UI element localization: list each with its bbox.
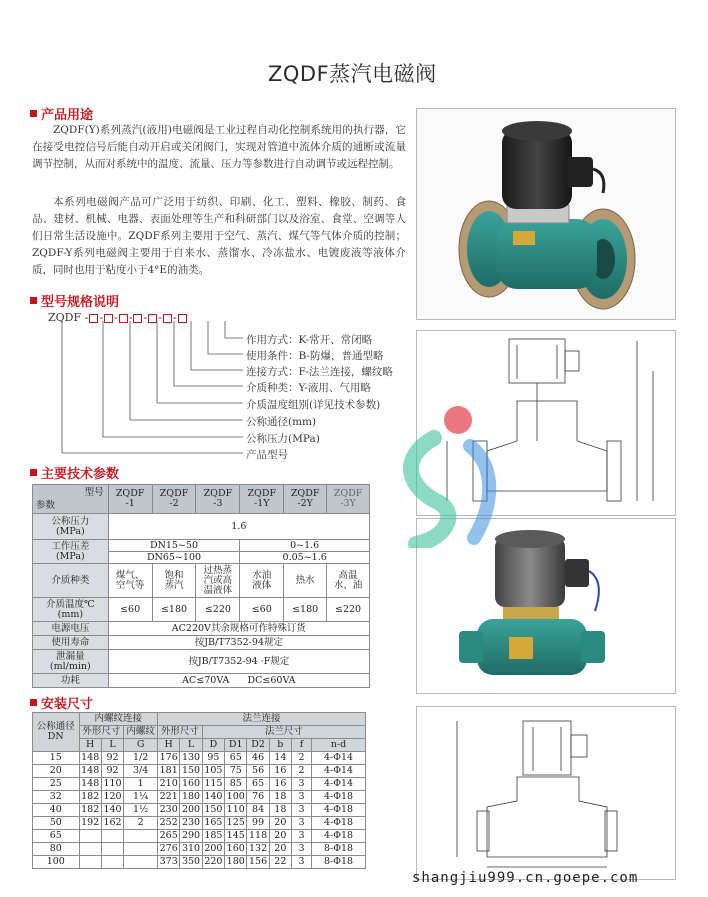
- table-row: [33, 804, 366, 817]
- table-cell: [79, 843, 101, 856]
- table-cell: 46: [247, 752, 269, 765]
- col-header: D2: [247, 739, 269, 752]
- table-cell: 8-Φ18: [312, 856, 366, 869]
- table-row: [33, 791, 366, 804]
- table-cell: 85: [225, 778, 247, 791]
- table-cell: [79, 830, 101, 843]
- table-cell: 3: [291, 804, 311, 817]
- table-cell: 18: [269, 804, 291, 817]
- medium-cell: 热水: [284, 564, 327, 598]
- row-label: 电源电压: [33, 622, 109, 636]
- power-value: AC220V其余规格可作特殊订货: [108, 622, 369, 636]
- flange-valve-photo: [416, 108, 676, 320]
- table-cell: 150: [180, 765, 202, 778]
- model-legend-item: 公称通径(mm): [246, 416, 317, 428]
- table-cell: 125: [225, 817, 247, 830]
- table-cell: 290: [180, 830, 202, 843]
- leak-value: 按JB/T7352-94 ·F规定: [108, 650, 369, 674]
- table-cell: 160: [180, 778, 202, 791]
- table-cell: 162: [101, 817, 123, 830]
- table-cell: 150: [202, 804, 224, 817]
- model-header: ZQDF -1Y: [240, 485, 284, 514]
- temp-cell: ≤220: [196, 598, 240, 622]
- table-cell: 105: [202, 765, 224, 778]
- table-cell: 3: [291, 856, 311, 869]
- life-value: 按JB/T7352-94规定: [108, 636, 369, 650]
- row-label: 工作压差 (MPa): [33, 540, 109, 564]
- table-cell: 50: [33, 817, 80, 830]
- model-legend-item: 连接方式：F-法兰连接，螺纹略: [246, 366, 393, 378]
- table-cell: 210: [158, 778, 180, 791]
- table-cell: 20: [33, 765, 80, 778]
- header-flange: 法兰连接: [158, 713, 366, 726]
- table-cell: 3: [291, 778, 311, 791]
- table-cell: 15: [33, 752, 80, 765]
- table-cell: 4-Φ18: [312, 817, 366, 830]
- table-cell: 4-Φ18: [312, 830, 366, 843]
- col-header: L: [180, 739, 202, 752]
- table-cell: 148: [79, 778, 101, 791]
- table-cell: 180: [225, 856, 247, 869]
- header-dn: 公称通径 DN: [33, 713, 80, 752]
- table-cell: 84: [247, 804, 269, 817]
- table-cell: 182: [79, 804, 101, 817]
- section-install-heading: [30, 693, 93, 712]
- model-legend-item: 介质种类：Y-液用、气用略: [246, 382, 371, 394]
- table-cell: 182: [79, 791, 101, 804]
- table-cell: 75: [225, 765, 247, 778]
- row-label: 介质种类: [33, 564, 109, 598]
- table-cell: 230: [158, 804, 180, 817]
- table-cell: 230: [180, 817, 202, 830]
- table-cell: 22: [269, 856, 291, 869]
- section-model-label: 型号规格说明: [41, 295, 120, 310]
- model-legend-item: 使用条件：B-防爆，普通型略: [246, 350, 384, 362]
- col-header: G: [124, 739, 158, 752]
- table-cell: 32: [33, 791, 80, 804]
- table-cell: [124, 830, 158, 843]
- bullet-square-icon: [30, 699, 37, 706]
- table-cell: 115: [202, 778, 224, 791]
- model-legend-item: 公称压力(MPa): [246, 433, 320, 445]
- table-cell: 18: [269, 791, 291, 804]
- row-label: 功耗: [33, 674, 109, 688]
- col-header: H: [79, 739, 101, 752]
- table-cell: 130: [180, 752, 202, 765]
- table-cell: 20: [269, 817, 291, 830]
- table-cell: 8-Φ18: [312, 843, 366, 856]
- table-cell: 3: [291, 817, 311, 830]
- table-cell: [101, 856, 123, 869]
- table-row: [33, 765, 366, 778]
- header-outer2: 外形尺寸: [158, 726, 203, 739]
- table-cell: 100: [33, 856, 80, 869]
- table-cell: 1/2: [124, 752, 158, 765]
- medium-cell: 饱和 蒸汽: [152, 564, 196, 598]
- table-cell: 265: [158, 830, 180, 843]
- table-cell: 100: [225, 791, 247, 804]
- table-row: [33, 817, 366, 830]
- model-legend-item: 作用方式：K-常开、常闭略: [246, 334, 373, 346]
- table-cell: 176: [158, 752, 180, 765]
- section-install-label: 安装尺寸: [41, 697, 94, 712]
- model-code: ZQDF - - - - - - -: [48, 311, 188, 324]
- corner-param-label: 参数: [36, 500, 56, 511]
- table-cell: 80: [33, 843, 80, 856]
- table-cell: 20: [269, 843, 291, 856]
- table-cell: [79, 856, 101, 869]
- col-header: D: [202, 739, 224, 752]
- table-cell: 1: [124, 778, 158, 791]
- table-cell: 221: [158, 791, 180, 804]
- medium-cell: 水油 液体: [240, 564, 284, 598]
- model-header: ZQDF -3Y: [327, 485, 370, 514]
- header-outer: 外形尺寸: [79, 726, 124, 739]
- col-header: H: [158, 739, 180, 752]
- table-cell: 373: [158, 856, 180, 869]
- col-header: n-d: [312, 739, 366, 752]
- col-header: b: [269, 739, 291, 752]
- table-row: [33, 752, 366, 765]
- table-cell: 140: [202, 791, 224, 804]
- tech-params-table: [32, 484, 370, 688]
- section-usage-label: 产品用途: [41, 108, 94, 123]
- install-col-headers: [33, 739, 366, 752]
- row-label: 使用寿命: [33, 636, 109, 650]
- install-table-body: [33, 752, 366, 869]
- table-cell: 110: [101, 778, 123, 791]
- model-header: ZQDF -2: [152, 485, 196, 514]
- table-cell: 4-Φ14: [312, 765, 366, 778]
- table-cell: 65: [247, 778, 269, 791]
- table-cell: 180: [180, 791, 202, 804]
- table-cell: 160: [225, 843, 247, 856]
- medium-cell: 高温 水、油: [327, 564, 370, 598]
- table-cell: 350: [180, 856, 202, 869]
- section-tech-heading: [30, 463, 119, 482]
- table-cell: 99: [247, 817, 269, 830]
- table-cell: 148: [79, 765, 101, 778]
- work-dn-2: DN65~100: [108, 552, 240, 564]
- table-cell: 2: [124, 817, 158, 830]
- table-cell: 20: [269, 830, 291, 843]
- medium-cell: 过热蒸 汽或高 温液体: [196, 564, 240, 598]
- table-cell: 148: [79, 752, 101, 765]
- temp-cell: ≤60: [108, 598, 152, 622]
- table-cell: 3: [291, 843, 311, 856]
- pressure-value: 1.6: [108, 514, 369, 540]
- col-header: D1: [225, 739, 247, 752]
- model-header: ZQDF -2Y: [284, 485, 327, 514]
- table-cell: 3: [291, 791, 311, 804]
- table-cell: 3/4: [124, 765, 158, 778]
- table-cell: 25: [33, 778, 80, 791]
- header-flange-size: 法兰尺寸: [202, 726, 365, 739]
- col-header: f: [291, 739, 311, 752]
- section-tech-label: 主要技术参数: [41, 467, 120, 482]
- table-cell: [124, 856, 158, 869]
- usage-paragraph-2: 本系列电磁阀产品可广泛用于纺织、印刷、化工、塑料、橡胶、制药、食品、建材、机械、电器、表面处理等生产和科研部门以及浴室、食堂、空调等人们日常生活设施中。ZQDF系列主要用于空气、蒸汽、煤气等气体介质的控制；ZQDF-Y系列电磁阀主要用于自来水、蒸馏水、冷冻盐水、电镀废液等液体介质，同时也用于粘度小于4°E的油类。: [32, 196, 406, 276]
- table-cell: 2: [291, 752, 311, 765]
- table-cell: 185: [202, 830, 224, 843]
- table-cell: 16: [269, 765, 291, 778]
- table-cell: 4-Φ14: [312, 778, 366, 791]
- section-drawing-icon: [417, 707, 675, 879]
- row-label: 介质温度℃ (mm): [33, 598, 109, 622]
- medium-cell: 煤气、 空气等: [108, 564, 152, 598]
- table-cell: 4-Φ18: [312, 791, 366, 804]
- watt-value: AC≤70VA DC≤60VA: [108, 674, 369, 688]
- temp-cell: ≤180: [152, 598, 196, 622]
- row-label: 泄漏量 (ml/min): [33, 650, 109, 674]
- header-thread: 内螺纹连接: [79, 713, 158, 726]
- table-cell: [101, 830, 123, 843]
- table-cell: 65: [33, 830, 80, 843]
- work-dn-1: DN15~50: [108, 540, 240, 552]
- table-cell: 192: [79, 817, 101, 830]
- row-label: 公称压力 (MPa): [33, 514, 109, 540]
- table-cell: 14: [269, 752, 291, 765]
- model-legend-item: 介质温度组别(详见技术参数): [246, 399, 381, 411]
- table-cell: 4-Φ18: [312, 804, 366, 817]
- table-cell: 181: [158, 765, 180, 778]
- thread-valve-drawing: [416, 706, 676, 880]
- table-cell: 200: [180, 804, 202, 817]
- table-cell: 220: [202, 856, 224, 869]
- table-cell: 76: [247, 791, 269, 804]
- col-header: L: [101, 739, 123, 752]
- page-title: ZQDF蒸汽电磁阀: [268, 62, 437, 86]
- table-cell: 310: [180, 843, 202, 856]
- table-cell: 140: [101, 804, 123, 817]
- brand-logo-icon: [388, 398, 508, 548]
- table-row: [33, 830, 366, 843]
- usage-paragraph-1: ZQDF(Y)系列蒸汽(液用)电磁阀是工业过程自动化控制系统用的执行器，它在接受电控信号后能自动开启或关闭阀门，实现对管道中流体介质的通断或流量调节控制，从而对系统中的温度、流量、压力等参数进行自动调节或远程控制。: [32, 124, 406, 170]
- watermark-url: shangjiu999.cn.goepe.com: [412, 870, 639, 886]
- corner-model-label: 型号: [84, 487, 104, 498]
- model-header: ZQDF -1: [108, 485, 152, 514]
- table-cell: 1¼: [124, 791, 158, 804]
- table-cell: 156: [247, 856, 269, 869]
- table-cell: 3: [291, 830, 311, 843]
- table-row: [33, 843, 366, 856]
- table-cell: 252: [158, 817, 180, 830]
- table-cell: 118: [247, 830, 269, 843]
- work-val-2: 0.05~1.6: [240, 552, 370, 564]
- table-cell: 120: [101, 791, 123, 804]
- table-cell: 4-Φ14: [312, 752, 366, 765]
- table-cell: 110: [225, 804, 247, 817]
- table-cell: 145: [225, 830, 247, 843]
- temp-cell: ≤60: [240, 598, 284, 622]
- temp-cell: ≤220: [327, 598, 370, 622]
- table-cell: 200: [202, 843, 224, 856]
- work-val-1: 0~1.6: [240, 540, 370, 552]
- table-cell: [124, 843, 158, 856]
- table-cell: [101, 843, 123, 856]
- table-cell: 92: [101, 765, 123, 778]
- table-row: [33, 778, 366, 791]
- model-header: ZQDF -3: [196, 485, 240, 514]
- table-cell: 16: [269, 778, 291, 791]
- table-cell: 2: [291, 765, 311, 778]
- table-row: [33, 856, 366, 869]
- table-cell: 165: [202, 817, 224, 830]
- corner-cell: [33, 485, 109, 514]
- table-cell: 132: [247, 843, 269, 856]
- table-cell: 40: [33, 804, 80, 817]
- header-inthread: 内螺纹: [124, 726, 158, 739]
- install-dimensions-table: [32, 712, 366, 869]
- table-cell: 92: [101, 752, 123, 765]
- table-cell: 65: [225, 752, 247, 765]
- temp-cell: ≤180: [284, 598, 327, 622]
- table-cell: 1½: [124, 804, 158, 817]
- model-code-prefix: ZQDF -: [48, 311, 89, 324]
- flange-valve-icon: [417, 109, 675, 319]
- table-cell: 56: [247, 765, 269, 778]
- bullet-square-icon: [30, 469, 37, 476]
- model-legend-item: 产品型号: [246, 449, 288, 461]
- table-cell: 95: [202, 752, 224, 765]
- table-cell: 276: [158, 843, 180, 856]
